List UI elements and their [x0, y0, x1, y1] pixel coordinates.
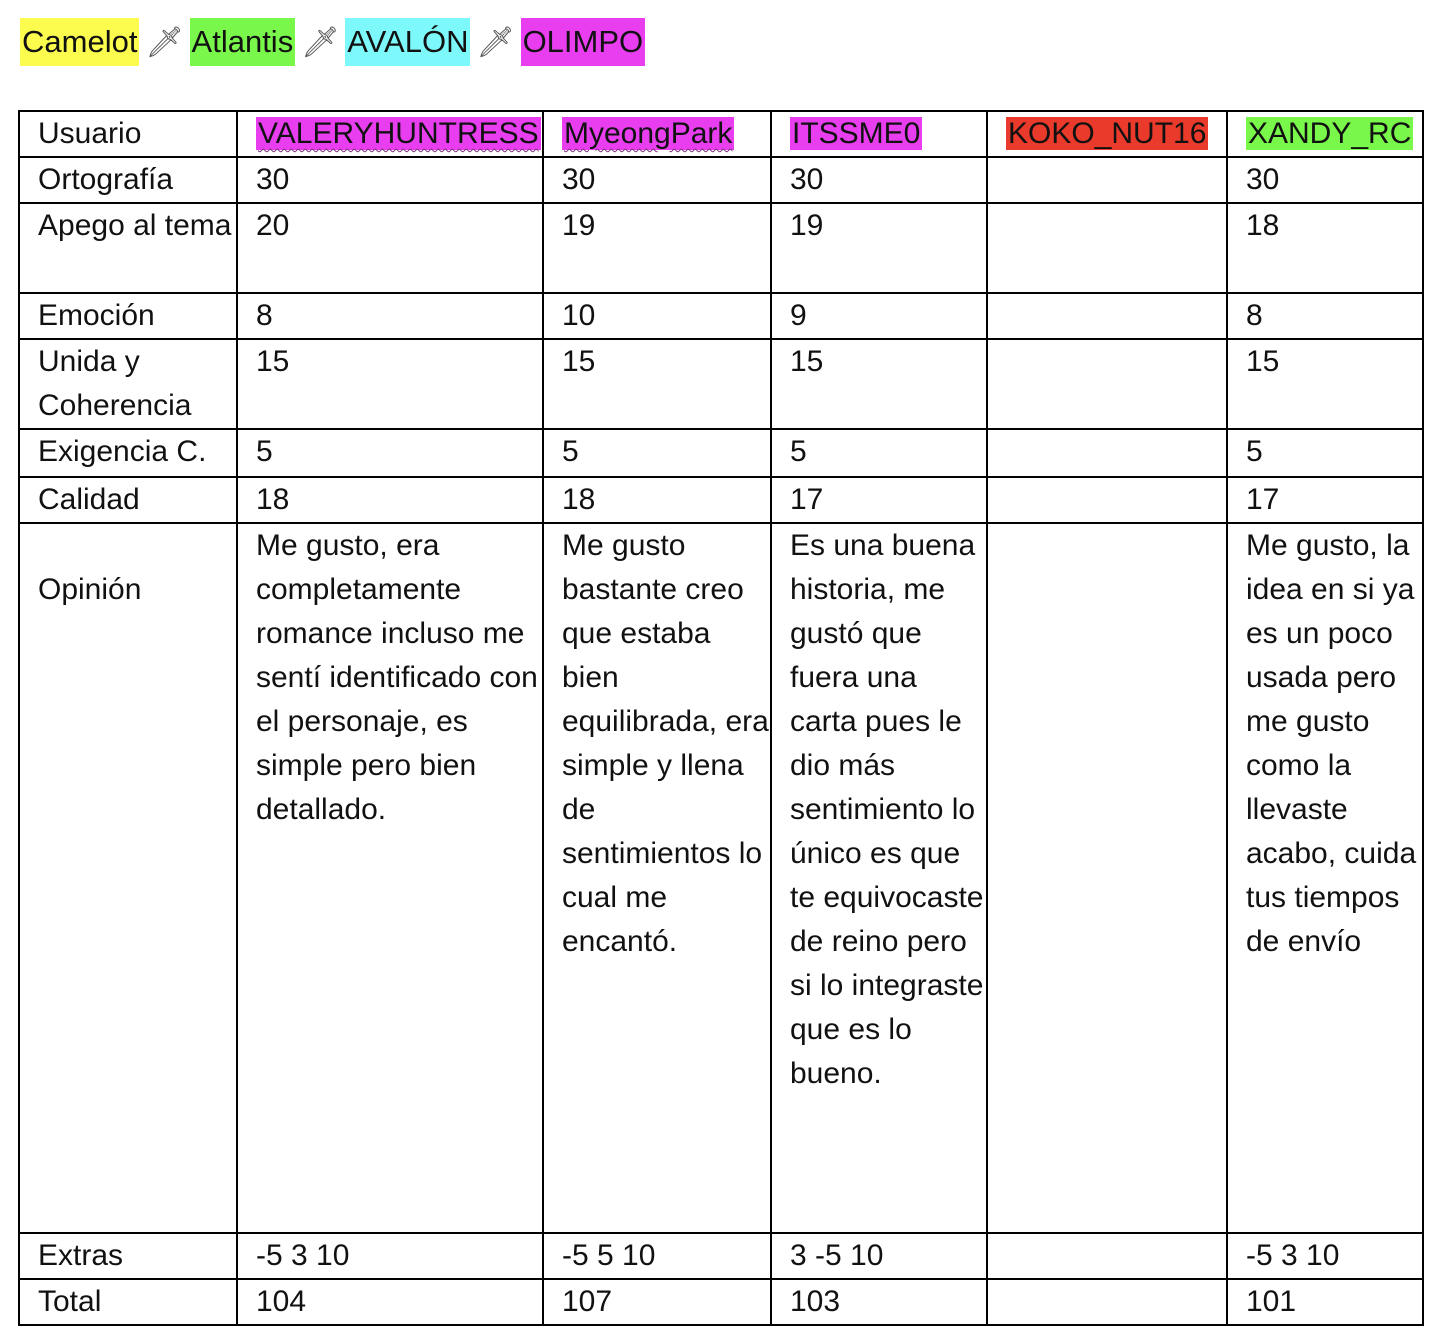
row-label: Opinión — [19, 523, 237, 1233]
user-header — [543, 111, 771, 157]
score-cell: -5 3 10 — [237, 1233, 543, 1279]
opinion-cell — [987, 523, 1227, 1233]
row-label: Exigencia C. — [19, 429, 237, 477]
score-cell — [987, 203, 1227, 293]
table-row-apego — [19, 203, 1423, 293]
score-cell — [987, 339, 1227, 429]
score-cell — [987, 293, 1227, 339]
score-cell: 18 — [543, 477, 771, 523]
table-row-opinion — [19, 523, 1423, 1233]
user-header — [771, 111, 987, 157]
score-cell: 20 — [237, 203, 543, 293]
user-name: ITSSME0 — [792, 117, 921, 150]
opinion-cell: Es una buena historia, me gustó que fuera una carta pues le dio más sentimiento lo único es que te equivocaste de reino pero si lo integraste que es lo bueno. — [771, 523, 987, 1233]
user-name: XANDY_RC — [1248, 117, 1412, 150]
table-row-extras — [19, 1233, 1423, 1279]
kingdom-olimpo: OLIMPO — [521, 18, 646, 66]
table-row-ortografia — [19, 157, 1423, 203]
score-cell: 30 — [543, 157, 771, 203]
row-label: Usuario — [19, 111, 237, 157]
opinion-cell: Me gusto, la idea en si ya es un poco usada pero me gusto como la llevaste acabo, cuida tus tiempos de envío — [1227, 523, 1423, 1233]
score-cell: 104 — [237, 1279, 543, 1325]
user-name: MyeongPark — [564, 117, 733, 150]
score-cell: 101 — [1227, 1279, 1423, 1325]
kingdom-legend — [20, 18, 645, 66]
table-row-header — [19, 111, 1423, 157]
score-cell: 5 — [1227, 429, 1423, 477]
score-cell: 18 — [237, 477, 543, 523]
score-cell: 30 — [771, 157, 987, 203]
score-cell — [987, 1233, 1227, 1279]
score-cell: 30 — [1227, 157, 1423, 203]
score-cell — [987, 429, 1227, 477]
score-cell: 15 — [1227, 339, 1423, 429]
row-label: Emoción — [19, 293, 237, 339]
score-cell: 30 — [237, 157, 543, 203]
score-cell — [987, 477, 1227, 523]
score-cell: 17 — [1227, 477, 1423, 523]
row-label: Extras — [19, 1233, 237, 1279]
opinion-cell: Me gusto bastante creo que estaba bien equilibrada, era simple y llena de sentimientos lo cual me encantó. — [543, 523, 771, 1233]
row-label: Total — [19, 1279, 237, 1325]
score-cell: 15 — [771, 339, 987, 429]
sword-icon: 🗡 — [476, 25, 515, 59]
score-cell: -5 5 10 — [543, 1233, 771, 1279]
score-cell: 15 — [237, 339, 543, 429]
table-row-calidad — [19, 477, 1423, 523]
kingdom-avalon: AVALÓN — [345, 18, 470, 66]
user-name: VALERYHUNTRESS — [258, 117, 539, 150]
row-label: Ortografía — [19, 157, 237, 203]
score-cell: 19 — [543, 203, 771, 293]
score-cell — [987, 157, 1227, 203]
row-label: Unida y Coherencia — [19, 339, 237, 429]
user-header — [237, 111, 543, 157]
row-label: Calidad — [19, 477, 237, 523]
score-cell: 18 — [1227, 203, 1423, 293]
score-cell: 15 — [543, 339, 771, 429]
score-cell: 5 — [543, 429, 771, 477]
table-row-unida — [19, 339, 1423, 429]
score-cell: 10 — [543, 293, 771, 339]
score-table — [18, 110, 1424, 1326]
score-cell: 103 — [771, 1279, 987, 1325]
score-cell: 5 — [237, 429, 543, 477]
score-cell: 8 — [237, 293, 543, 339]
score-cell: 9 — [771, 293, 987, 339]
score-cell: -5 3 10 — [1227, 1233, 1423, 1279]
score-cell: 17 — [771, 477, 987, 523]
user-name: KOKO_NUT16 — [1008, 117, 1207, 150]
score-cell: 19 — [771, 203, 987, 293]
sword-icon: 🗡 — [145, 25, 184, 59]
row-label: Apego al tema — [19, 203, 237, 293]
score-cell: 3 -5 10 — [771, 1233, 987, 1279]
table-row-emocion — [19, 293, 1423, 339]
opinion-cell: Me gusto, era completamente romance incluso me sentí identificado con el personaje, es simple pero bien detallado. — [237, 523, 543, 1233]
score-cell: 8 — [1227, 293, 1423, 339]
score-cell — [987, 1279, 1227, 1325]
kingdom-atlantis: Atlantis — [190, 18, 296, 66]
user-header — [987, 111, 1227, 157]
score-cell: 5 — [771, 429, 987, 477]
user-header — [1227, 111, 1423, 157]
score-cell: 107 — [543, 1279, 771, 1325]
table-row-total — [19, 1279, 1423, 1325]
kingdom-camelot: Camelot — [20, 18, 139, 66]
sword-icon: 🗡 — [301, 25, 340, 59]
table-row-exigencia — [19, 429, 1423, 477]
